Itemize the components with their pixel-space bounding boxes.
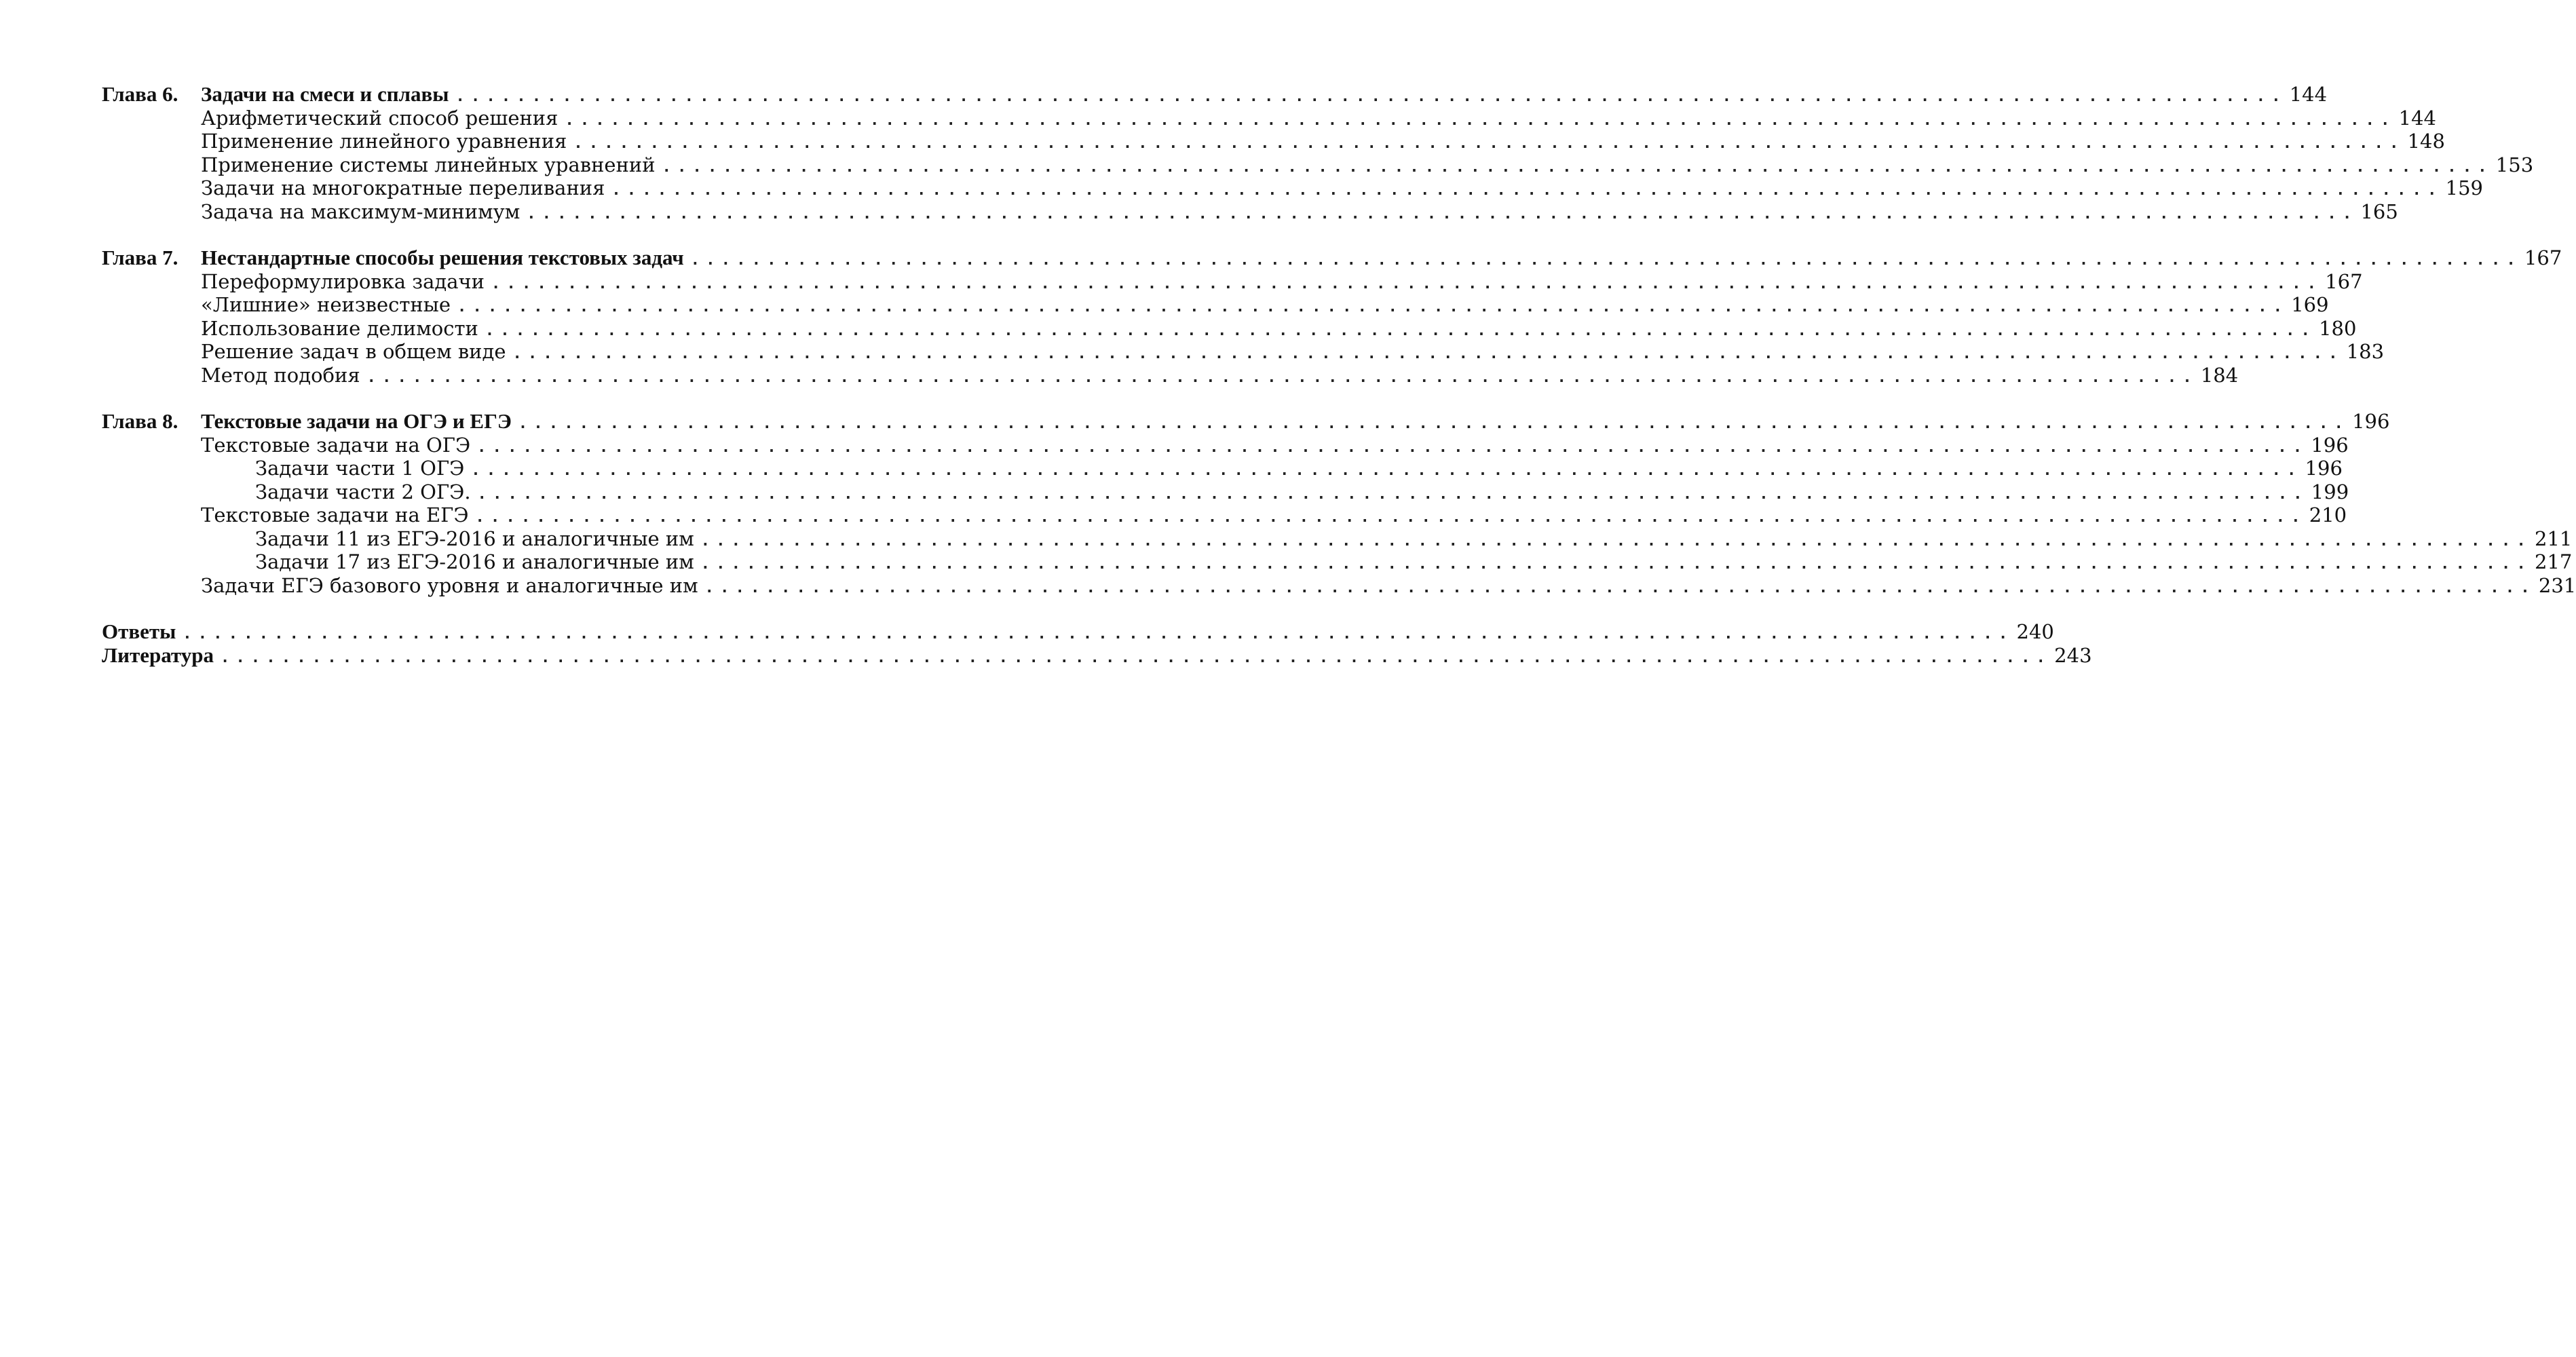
toc-entry-answers[interactable] — [102, 619, 2054, 644]
page-number: 184 — [2200, 363, 2239, 387]
chapter-6 — [102, 82, 2534, 223]
section-title: Использование делимости — [201, 316, 478, 340]
section-title: «Лишние» неизвестные — [201, 293, 451, 316]
page-number: 180 — [2319, 316, 2357, 340]
page-number: 169 — [2291, 293, 2329, 316]
page-number: 144 — [2398, 106, 2437, 130]
toc-entry-section[interactable] — [102, 503, 2347, 527]
subsection-title: Задачи части 1 ОГЭ — [255, 457, 465, 480]
section-title: Задачи ЕГЭ базового уровня и аналогичные им — [201, 573, 698, 597]
page-number: 199 — [2311, 480, 2349, 503]
toc-entry-section[interactable] — [102, 363, 2239, 387]
subsection-title: Задачи части 2 ОГЭ. — [255, 480, 471, 503]
page-number: 144 — [2289, 83, 2328, 106]
dot-leader: ........................................................................................................................ — [455, 88, 2287, 105]
page-number: 243 — [2054, 643, 2092, 667]
page-number: 153 — [2495, 153, 2534, 176]
table-of-contents — [102, 82, 2576, 667]
page-number: 148 — [2407, 130, 2445, 153]
chapter-number: Глава 7. — [102, 246, 178, 269]
dot-leader: ........................................................................................................................ — [527, 205, 2358, 223]
section-title: Текстовые задачи на ОГЭ — [201, 433, 471, 457]
dot-leader: ........................................................................................................................ — [477, 438, 2309, 456]
toc-entry-section[interactable] — [102, 316, 2357, 341]
toc-entry-section[interactable] — [102, 130, 2445, 153]
entry-title: Ответы — [102, 619, 176, 643]
chapter-title: Задачи на смеси и сплавы — [201, 82, 449, 106]
section-title: Применение системы линейных уравнений — [201, 153, 656, 176]
dot-leader: ........................................................................................................................ — [471, 462, 2303, 479]
section-title: Задача на максимум-минимум — [201, 199, 520, 223]
section-title: Текстовые задачи на ЕГЭ — [201, 503, 469, 527]
dot-leader: ........................................................................................................................ — [457, 299, 2289, 316]
toc-entry-chapter[interactable] — [102, 246, 2562, 270]
subsection-title: Задачи 11 из ЕГЭ-2016 и аналогичные им — [255, 527, 694, 550]
section-title: Арифметический способ решения — [201, 106, 558, 130]
dot-leader: ........................................................................................................................ — [700, 556, 2533, 573]
toc-entry-subsection[interactable] — [102, 457, 2343, 480]
page-number: 167 — [2524, 246, 2562, 269]
toc-entry-subsection[interactable] — [102, 480, 2349, 504]
toc-entry-section[interactable] — [102, 176, 2483, 200]
dot-leader: ........................................................................................................................ — [491, 275, 2323, 292]
subsection-title: Задачи 17 из ЕГЭ-2016 и аналогичные им — [255, 550, 694, 573]
dot-leader: ........................................................................................................................ — [475, 509, 2307, 526]
toc-entry-section[interactable] — [102, 340, 2385, 364]
section-title: Применение линейного уравнения — [201, 130, 567, 153]
dot-leader: ........................................................................................................................ — [220, 649, 2052, 666]
section-title: Задачи на многократные переливания — [201, 176, 605, 199]
dot-leader: ........................................................................................................................ — [662, 158, 2493, 176]
dot-leader: ........................................................................................................................ — [611, 182, 2443, 199]
chapter-title: Текстовые задачи на ОГЭ и ЕГЭ — [201, 409, 512, 433]
dot-leader: ........................................................................................................................ — [366, 368, 2198, 386]
dot-leader: ........................................................................................................................ — [512, 345, 2344, 362]
section-title: Решение задач в общем виде — [201, 340, 506, 363]
toc-entry-subsection[interactable] — [102, 527, 2573, 551]
dot-leader: ........................................................................................................................ — [700, 532, 2533, 550]
chapter-8 — [102, 409, 2576, 597]
toc-entry-section[interactable] — [102, 153, 2534, 177]
toc-entry-section[interactable] — [102, 269, 2363, 294]
dot-leader: ........................................................................................................................ — [573, 135, 2405, 152]
chapter-number: Глава 6. — [102, 82, 178, 106]
dot-leader: ........................................................................................................................ — [690, 252, 2522, 269]
page-number: 167 — [2325, 269, 2363, 293]
dot-leader: ........................................................................................................................ — [477, 485, 2309, 503]
toc-entry-section[interactable] — [102, 106, 2437, 130]
chapter-number: Глава 8. — [102, 409, 178, 433]
dot-leader: ........................................................................................................................ — [183, 626, 2014, 643]
page-number: 210 — [2309, 503, 2347, 527]
page-number: 196 — [2305, 457, 2343, 480]
chapter-7 — [102, 246, 2562, 387]
toc-entry-section[interactable] — [102, 199, 2398, 224]
back-matter — [102, 619, 2092, 667]
dot-leader: ........................................................................................................................ — [485, 322, 2317, 339]
toc-entry-literature[interactable] — [102, 643, 2092, 668]
page-number: 196 — [2352, 410, 2390, 433]
toc-entry-subsection[interactable] — [102, 550, 2573, 574]
section-title: Переформулировка задачи — [201, 269, 485, 293]
page-number: 211 — [2535, 527, 2573, 550]
dot-leader: ........................................................................................................................ — [565, 111, 2396, 129]
page-number: 240 — [2016, 620, 2054, 643]
section-title: Метод подобия — [201, 363, 360, 387]
entry-title: Литература — [102, 643, 214, 667]
chapter-title: Нестандартные способы решения текстовых задач — [201, 246, 684, 269]
page-number: 159 — [2445, 176, 2483, 199]
toc-entry-chapter[interactable] — [102, 409, 2390, 434]
page-number: 217 — [2535, 550, 2573, 573]
toc-entry-section[interactable] — [102, 433, 2349, 457]
toc-entry-section[interactable] — [102, 293, 2329, 317]
page-number: 231 — [2538, 573, 2576, 597]
toc-entry-chapter[interactable] — [102, 82, 2328, 107]
page-number: 165 — [2360, 199, 2398, 223]
dot-leader: ........................................................................................................................ — [704, 579, 2536, 596]
page-number: 183 — [2346, 340, 2385, 363]
page-number: 196 — [2311, 433, 2349, 457]
dot-leader: ........................................................................................................................ — [518, 415, 2350, 432]
toc-entry-section[interactable] — [102, 573, 2576, 598]
